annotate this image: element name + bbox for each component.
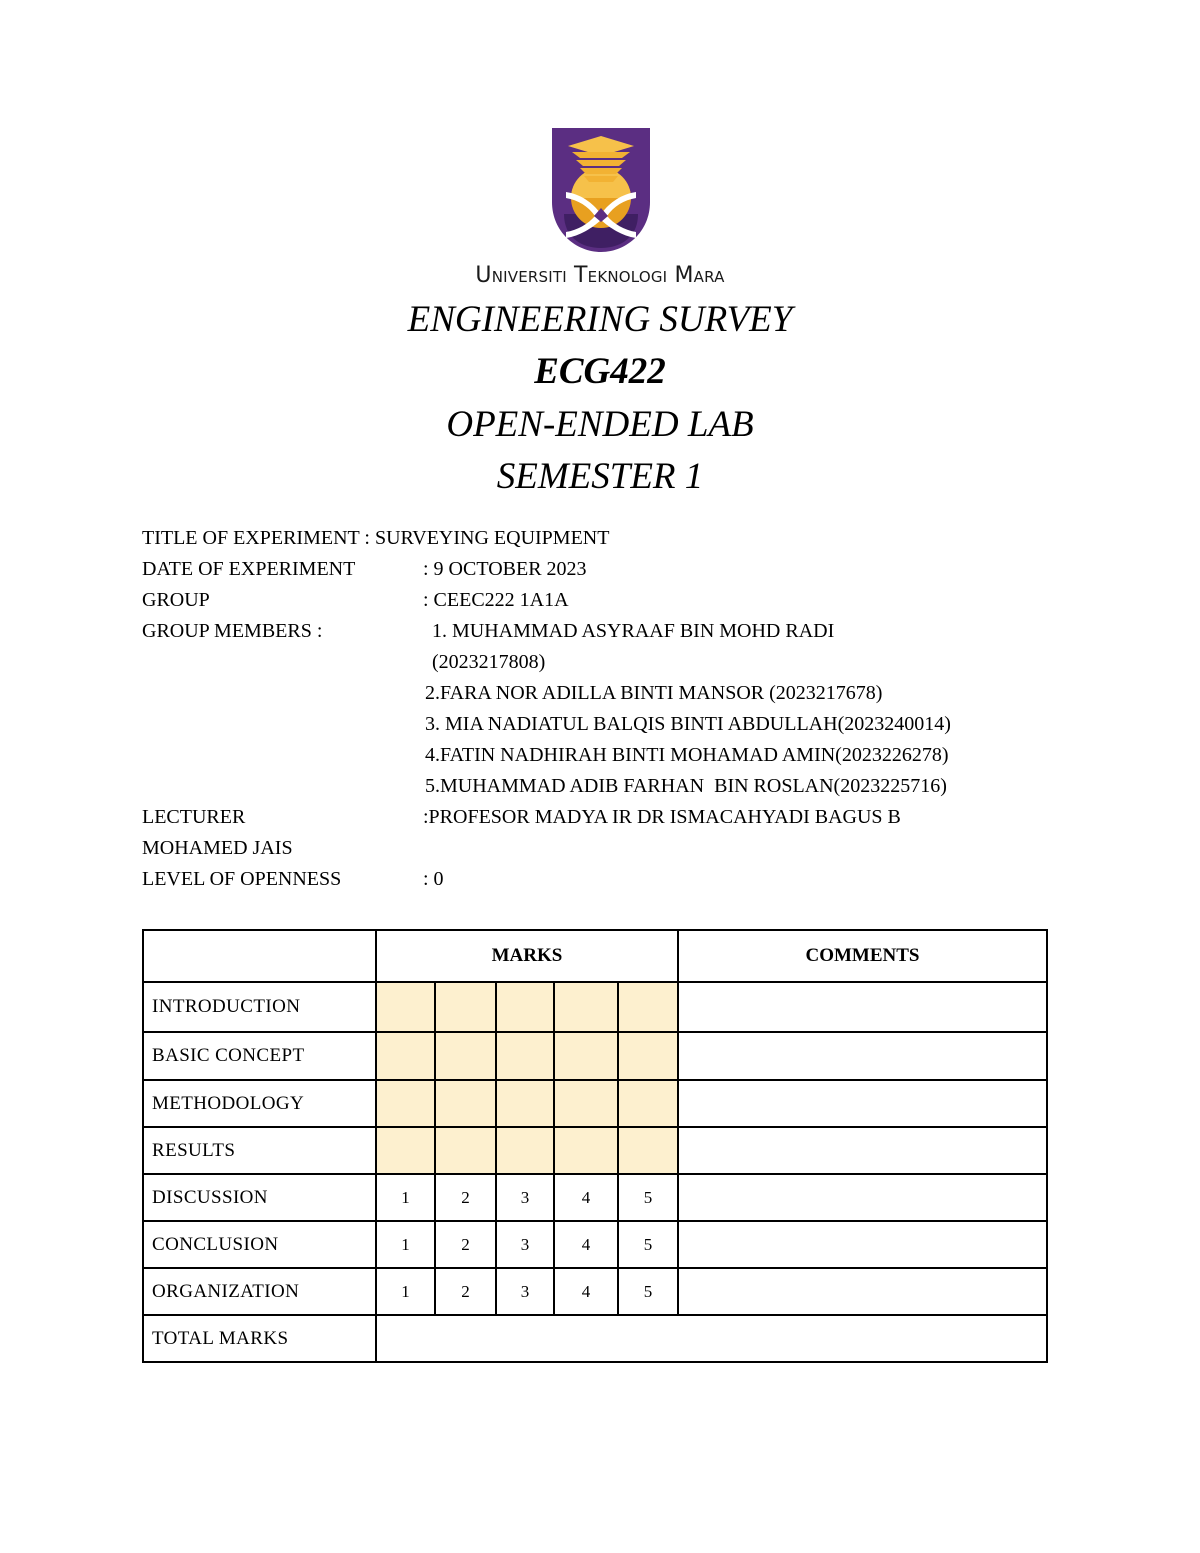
lab-type: OPEN-ENDED LAB — [446, 404, 754, 445]
mark-cell[interactable] — [435, 1127, 496, 1174]
mark-cell[interactable] — [496, 1127, 554, 1174]
member-4: 4.FATIN NADHIRAH BINTI MOHAMAD AMIN(2023226278) — [425, 744, 949, 766]
date-label: DATE OF EXPERIMENT — [142, 558, 356, 580]
mark-cell[interactable] — [618, 1032, 678, 1080]
mark-cell[interactable] — [554, 1127, 618, 1174]
mark-cell[interactable] — [376, 982, 435, 1032]
score-option[interactable]: 3 — [496, 1174, 554, 1221]
score-option[interactable]: 1 — [376, 1174, 435, 1221]
score-option[interactable]: 3 — [496, 1268, 554, 1315]
score-option[interactable]: 4 — [554, 1268, 618, 1315]
row-label: INTRODUCTION — [143, 982, 376, 1032]
table-row — [143, 1032, 1047, 1080]
row-label: DISCUSSION — [143, 1174, 376, 1221]
table-row — [143, 1127, 1047, 1174]
score-option[interactable]: 3 — [496, 1221, 554, 1268]
mark-cell[interactable] — [435, 982, 496, 1032]
comment-cell[interactable] — [678, 1174, 1047, 1221]
score-option[interactable]: 5 — [618, 1268, 678, 1315]
table-row — [143, 1268, 1047, 1315]
comment-cell[interactable] — [678, 982, 1047, 1032]
member-1-id: (2023217808) — [432, 651, 546, 673]
mark-cell[interactable] — [376, 1127, 435, 1174]
date-value: : 9 OCTOBER 2023 — [423, 558, 587, 580]
row-label: BASIC CONCEPT — [143, 1032, 376, 1080]
openness-label: LEVEL OF OPENNESS — [142, 868, 342, 890]
mark-cell[interactable] — [554, 1032, 618, 1080]
openness-value: : 0 — [423, 868, 444, 890]
table-row — [143, 1080, 1047, 1127]
total-marks-cell[interactable] — [376, 1315, 1047, 1362]
mark-cell[interactable] — [496, 1032, 554, 1080]
mark-cell[interactable] — [376, 1032, 435, 1080]
lecturer-value-cont: MOHAMED JAIS — [142, 837, 293, 859]
uitm-crest-icon — [552, 128, 650, 252]
member-2: 2.FARA NOR ADILLA BINTI MANSOR (2023217678) — [425, 682, 883, 704]
lecturer-label: LECTURER — [142, 806, 246, 828]
table-row — [143, 982, 1047, 1032]
marks-header: MARKS — [376, 930, 678, 982]
course-code: ECG422 — [534, 351, 666, 392]
score-option[interactable]: 1 — [376, 1221, 435, 1268]
mark-cell[interactable] — [618, 982, 678, 1032]
header-blank — [143, 930, 376, 982]
university-name: Universiti Teknologi Mara — [475, 263, 725, 288]
comment-cell[interactable] — [678, 1268, 1047, 1315]
mark-cell[interactable] — [376, 1080, 435, 1127]
mark-cell[interactable] — [435, 1032, 496, 1080]
score-option[interactable]: 2 — [435, 1221, 496, 1268]
members-label: GROUP MEMBERS : — [142, 620, 323, 642]
score-option[interactable]: 2 — [435, 1268, 496, 1315]
comment-cell[interactable] — [678, 1221, 1047, 1268]
table-row — [143, 1174, 1047, 1221]
lecturer-value: :PROFESOR MADYA IR DR ISMACAHYADI BAGUS B — [423, 806, 901, 828]
score-option[interactable]: 4 — [554, 1174, 618, 1221]
row-label: METHODOLOGY — [143, 1080, 376, 1127]
comment-cell[interactable] — [678, 1032, 1047, 1080]
comment-cell[interactable] — [678, 1127, 1047, 1174]
mark-cell[interactable] — [618, 1127, 678, 1174]
member-3: 3. MIA NADIATUL BALQIS BINTI ABDULLAH(2023240014) — [425, 713, 951, 735]
mark-cell[interactable] — [618, 1080, 678, 1127]
title-of-experiment: TITLE OF EXPERIMENT : SURVEYING EQUIPMENT — [142, 527, 610, 549]
row-label: CONCLUSION — [143, 1221, 376, 1268]
mark-cell[interactable] — [496, 982, 554, 1032]
member-5: 5.MUHAMMAD ADIB FARHAN BIN ROSLAN(2023225716) — [425, 775, 947, 797]
score-option[interactable]: 1 — [376, 1268, 435, 1315]
marks-table — [142, 929, 1048, 1363]
member-1: 1. MUHAMMAD ASYRAAF BIN MOHD RADI — [432, 620, 835, 642]
mark-cell[interactable] — [496, 1080, 554, 1127]
mark-cell[interactable] — [435, 1080, 496, 1127]
comments-header: COMMENTS — [678, 930, 1047, 982]
group-label: GROUP — [142, 589, 210, 611]
mark-cell[interactable] — [554, 1080, 618, 1127]
comment-cell[interactable] — [678, 1080, 1047, 1127]
score-option[interactable]: 5 — [618, 1221, 678, 1268]
table-row — [143, 1315, 1047, 1362]
table-row — [143, 1221, 1047, 1268]
score-option[interactable]: 2 — [435, 1174, 496, 1221]
total-marks-label: TOTAL MARKS — [143, 1315, 376, 1362]
row-label: ORGANIZATION — [143, 1268, 376, 1315]
score-option[interactable]: 5 — [618, 1174, 678, 1221]
score-option[interactable]: 4 — [554, 1221, 618, 1268]
semester: SEMESTER 1 — [496, 456, 704, 497]
mark-cell[interactable] — [554, 982, 618, 1032]
row-label: RESULTS — [143, 1127, 376, 1174]
group-value: : CEEC222 1A1A — [423, 589, 569, 611]
course-title: ENGINEERING SURVEY — [407, 299, 793, 340]
